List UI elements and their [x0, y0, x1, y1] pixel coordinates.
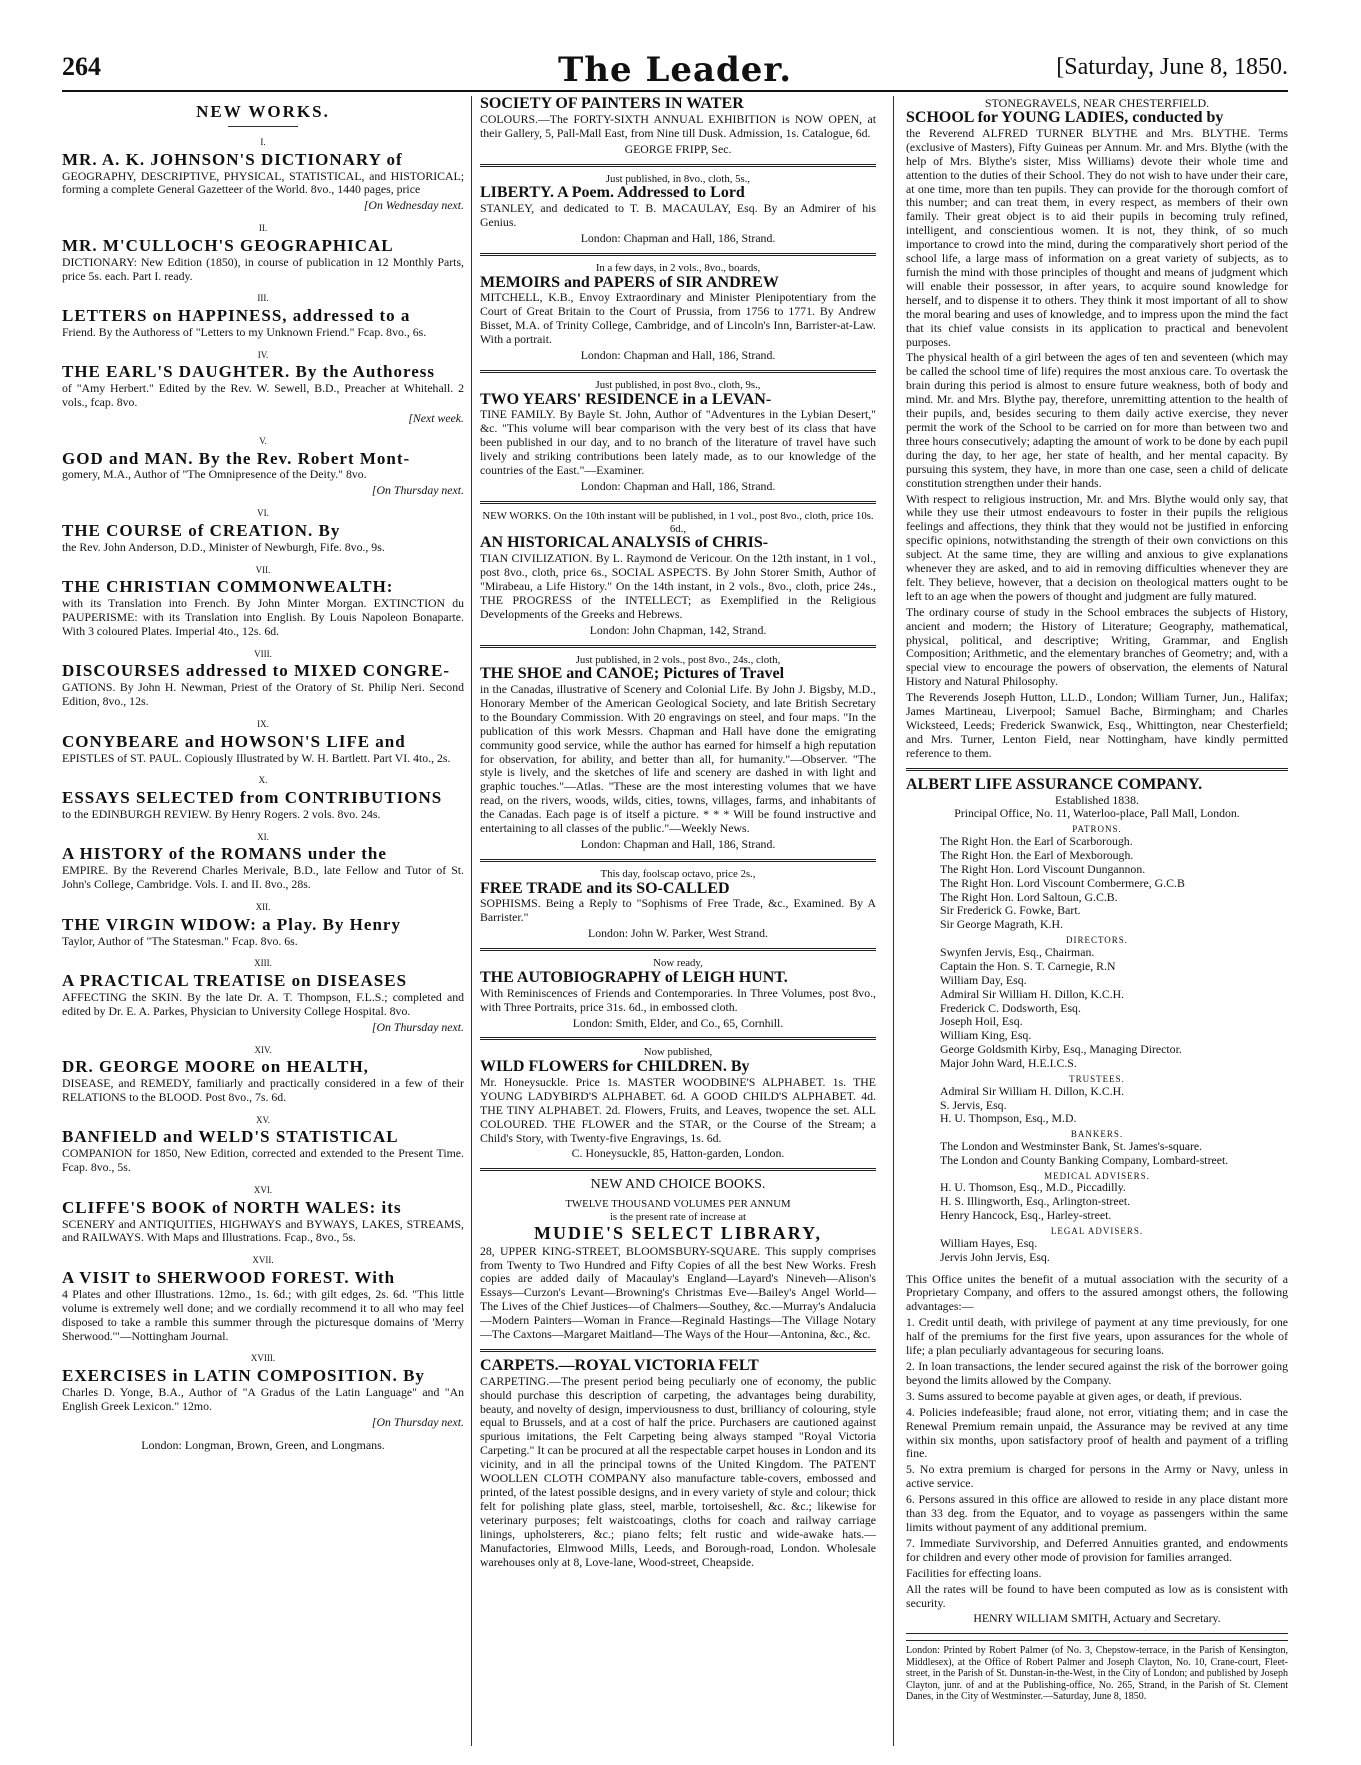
ad-publisher: London: Chapman and Hall, 186, Strand.: [580, 837, 776, 851]
column-advertisements: [480, 96, 876, 1666]
ad-preamble: In a few days, in 2 vols., 8vo., boards,: [595, 261, 761, 274]
entry-availability: [On Thursday next.: [371, 1019, 464, 1034]
ad-body: Mr. Honeysuckle. Price 1s. MASTER WOODBINE'S ALPHABET. 1s. THE YOUNG LADYBIRD'S ALPHABET. 6d. A GOOD CHILD'S ALPHABET. 4d. THE TINY ALPHABET. 2d. Flowers, Fruits, and Leaves, twopence the set. ALL COLOURED. THE FLOWER and the STAR, or the Course of the Stream; a Child's Story, with Twenty-five Engravings, 1s. 6d.: [480, 1074, 876, 1145]
book-entry: [62, 1255, 464, 1343]
entry-body: the Rev. John Anderson, D.D., Minister of Newburgh, Fife. 8vo., 9s.: [62, 539, 385, 554]
book-entry: [62, 1115, 464, 1175]
ad-separator: [480, 253, 876, 256]
issue-date: [Saturday, June 8, 1850.: [1056, 54, 1288, 80]
directors-entry: Admiral Sir William H. Dillon, K.C.H.: [940, 986, 1125, 1001]
ad-title: MEMOIRS and PAPERS of SIR ANDREW: [480, 273, 779, 291]
bankers-entry: The London and Westminster Bank, St. James's-square.: [940, 1139, 1203, 1153]
entry-body: COMPANION for 1850, New Edition, corrected and extended to the Present Time. Fcap. 8vo., 5s.: [62, 1146, 464, 1175]
ad-list: [480, 96, 876, 1161]
trustees-entry: S. Jervis, Esq.: [940, 1097, 1007, 1112]
albert-signature: HENRY WILLIAM SMITH, Actuary and Secretary.: [973, 1611, 1221, 1626]
ad-preamble: Now ready,: [653, 957, 703, 970]
entry-body: gomery, M.A., Author of "The Omnipresence of the Deity." 8vo.: [62, 467, 367, 482]
entry-title: GOD and MAN. By the Rev. Robert Mont-: [62, 448, 411, 468]
ad-publisher: London: John Chapman, 142, Strand.: [589, 622, 767, 637]
ad-preamble: Now published,: [643, 1046, 713, 1059]
albert-office: Principal Office, No. 11, Waterloo-place, Pall Mall, London.: [954, 806, 1240, 821]
book-entry: [62, 436, 464, 498]
trustees-entry: H. U. Thompson, Esq., M.D.: [940, 1111, 1077, 1126]
advertisement: [480, 957, 876, 1030]
ad-body: SOPHISMS. Being a Reply to "Sophisms of Free Trade, &c., Examined. By A Barrister.": [480, 896, 876, 925]
entry-body: Taylor, Author of "The Statesman." Fcap. 8vo. 6s.: [62, 933, 298, 948]
entry-title: ESSAYS SELECTED from CONTRIBUTIONS: [62, 788, 443, 808]
ad-preamble: Just published, in post 8vo., cloth, 9s.,: [595, 378, 761, 391]
ad-title: LIBERTY. A Poem. Addressed to Lord: [480, 184, 745, 202]
ad-separator: [480, 859, 876, 862]
entry-number: XV.: [255, 1114, 271, 1125]
entry-number: XVII.: [252, 1255, 274, 1266]
advantage-item: 5. No extra premium is charged for persons in the Army or Navy, unless in active service.: [906, 1462, 1288, 1491]
school-references: The Reverends Joseph Hutton, LL.D., London; William Turner, Jun., Halifax; James Martineau, Liverpool; Samuel Bache, Birmingham; and Charles Wicksteed, Leeds; Frederick Swanwick, Esq., Whittington, near Chesterfield; and Mrs. Turner, Lenton Field, near Nottingham, have kindly permitted reference to them.: [906, 690, 1288, 760]
ad-separator: [906, 768, 1288, 771]
directors-list: [906, 946, 1288, 1071]
newspaper-title: The Leader.: [557, 50, 793, 90]
ad-preamble: Just published, in 8vo., cloth, 5s.,: [605, 172, 751, 185]
book-entry: [62, 902, 464, 948]
bankers-heading: BANKERS.: [1070, 1129, 1124, 1140]
carpets-title: CARPETS.—ROYAL VICTORIA FELT: [480, 1356, 759, 1374]
medical-entry: H. U. Thomson, Esq., M.D., Piccadilly.: [940, 1180, 1126, 1195]
ad-body: in the Canadas, illustrative of Scenery and Colonial Life. By John J. Bigsby, M.D., Honorary Member of the American Geological Society, and late British Secretary to the Boundary Commission. With 20 engravings on steel, and four maps. "In the publication of this work Messrs. Chapman and Hall have done the emigrating community good service, while the author has earned for himself a high reputation for observation, for ability, and better than all, for humanity."—Observer. "The style is lively, and the sketches of life and scenery are dashed in with light and graphic touches."—Atlas. "These are the most interesting volumes that we have read, on the rivers, woods, wilds, cities, towns, villages, farms, and inhabitants of the Canadas. Each page is of itself a picture. * * * Will be found instructive and entertaining to all classes of the public."—Weekly News.: [480, 682, 876, 836]
entry-body: SCENERY and ANTIQUITIES, HIGHWAYS and BYWAYS, LAKES, STREAMS, and RAILWAYS. With Maps and Illustrations. Fcap., 8vo., 5s.: [62, 1216, 464, 1245]
book-entry: [62, 350, 464, 426]
patrons-entry: Sir George Magrath, K.H.: [940, 917, 1063, 932]
entry-number: III.: [257, 293, 269, 304]
legal-heading: LEGAL ADVISERS.: [1050, 1226, 1144, 1237]
book-entry: [62, 565, 464, 639]
advantage-item: 2. In loan transactions, the lender secured against the risk of the borrower going beyond the limits allowed by the Company.: [906, 1359, 1288, 1387]
ad-separator: [480, 370, 876, 373]
ad-preamble: NEW WORKS. On the 10th instant will be published, in 1 vol., post 8vo., cloth, price 10s. 6d.,: [482, 509, 874, 535]
book-entry: [62, 775, 464, 821]
entry-number: X.: [258, 775, 268, 786]
entry-title: A HISTORY of the ROMANS under the: [62, 844, 387, 864]
ad-body: With Reminiscences of Friends and Contemporaries. In Three Volumes, post 8vo., with Three Portraits, price 31s. 6d., in embossed cloth.: [480, 985, 876, 1014]
ad-body: TIAN CIVILIZATION. By L. Raymond de Vericour. On the 12th instant, in 1 vol., post 8vo., cloth, price 6s., SOCIAL ASPECTS. By John Storer Smith, Author of "Mirabeau, a Life History." On the 14th instant, in 2 vols., 8vo., cloth, price 24s., THE PROGRESS of the INTELLECT; as Exemplified in the Religious Developments of the Greeks and Hebrews.: [480, 551, 876, 621]
entry-title: A VISIT to SHERWOOD FOREST. With: [62, 1268, 396, 1287]
entry-number: I.: [260, 137, 266, 148]
entry-body: of "Amy Herbert." Edited by the Rev. W. Sewell, B.D., Preacher at Whitehall. 2 vols., fcap. 8vo.: [62, 381, 464, 410]
entry-number: VI.: [257, 508, 269, 519]
entry-number: IV.: [257, 349, 269, 360]
trustees-heading: TRUSTEES.: [1069, 1074, 1125, 1085]
advertisement: [480, 262, 876, 363]
entry-number: IX.: [257, 719, 269, 730]
school-body-4: The ordinary course of study in the School embraces the subjects of History, ancient and modern; the History of Literature; Geography, mathematical, physical, political, and descriptive; Writing, Grammar, and English Composition; Arithmetic, and the elementary branches of Geometry; and, with a special view to encourage the powers of observation, the elements of Natural History and Natural Philosophy.: [906, 604, 1288, 689]
albert-advantages: [906, 1316, 1288, 1564]
ad-title: WILD FLOWERS for CHILDREN. By: [480, 1058, 750, 1076]
directors-entry: William Day, Esq.: [940, 972, 1027, 987]
entry-title: DISCOURSES addressed to MIXED CONGRE-: [62, 661, 451, 681]
entry-body: 4 Plates and other Illustrations. 12mo., 1s. 6d.; with gilt edges, 2s. 6d. "This little volume is extremely well done; and we cordially recommend it to all who may feel disposed to take a ramble this summer through the picturesque domains of 'Merry Sherwood.'"—Nottingham Journal.: [62, 1286, 464, 1343]
book-entry: [62, 223, 464, 283]
masthead: [62, 50, 1288, 88]
legal-list: [906, 1237, 1288, 1265]
entry-body: DISEASE, and REMEDY, familiarly and practically considered in a few of their RELATIONS to the BLOOD. Post 8vo., 7s. 6d.: [62, 1076, 464, 1104]
school-body-3: With respect to religious instruction, Mr. and Mrs. Blythe would only say, that while they use their utmost endeavours to foster in their pupils the religious feelings and affections, they think that they would not be justified in enforcing specific opinions, notwithstanding the strength of their own convictions on this subject. At the same time, they are willing and anxious to give explanations whenever they are asked, and to aid in removing difficulties whenever they are felt. They believe, however, that a decision on theological matters ought to be left to an age when the powers of thought and judgment are fully matured.: [906, 491, 1288, 603]
entry-number: VII.: [255, 564, 271, 575]
mudie-sub: TWELVE THOUSAND VOLUMES PER ANNUM: [565, 1197, 791, 1210]
book-entry: [62, 1045, 464, 1105]
advertisement: [480, 510, 876, 638]
school-location: STONEGRAVELS, NEAR CHESTERFIELD.: [984, 96, 1210, 110]
directors-entry: Joseph Hoil, Esq.: [940, 1014, 1023, 1029]
heading-rule: [228, 126, 298, 127]
directors-entry: Frederick C. Dodsworth, Esq.: [940, 1000, 1081, 1015]
patrons-entry: The Right Hon. Lord Saltoun, G.C.B.: [940, 889, 1118, 904]
patrons-heading: PATRONS.: [1072, 824, 1122, 835]
advertisement: [480, 173, 876, 246]
advantage-item: 7. Immediate Survivorship, and Deferred Annuities granted, and endowments for children and every other mode of provision for families arranged.: [906, 1535, 1288, 1564]
book-entry: [62, 508, 464, 554]
entry-number: XVIII.: [250, 1353, 276, 1364]
carpets-body: CARPETING.—The present period being peculiarly one of economy, the public should purchase this description of carpeting, the advantages being durability, beauty, and novelty of design, imperviousness to dust, brilliancy of colouring, style equal to Brussels, and at a cost of half the price. Purchasers are cautioned against spurious imitations, the Felt Carpeting being always stamped "Royal Victoria Carpeting." It can be procured at all the respectable carpet houses in London and its vicinity, and in all the principal towns of the United Kingdom. The PATENT WOOLLEN CLOTH COMPANY also manufacture table-covers, embossed and printed, of the latest possible designs, and in every variety of style and colour; thick felt for polishing plate glass, steel, marble, tortoiseshell, &c. &c.; likewise for veterinary purposes; felt waistcoatings, cloths for coach and railway carriage linings, upholsterers, &c.; piano felts; felt rustic and wide-awake hats.—Manufactories, Elmwood Mills, Leeds, and Borough-road, London. Wholesale warehouses only at 8, Love-lane, Wood-street, Cheapside.: [480, 1373, 876, 1569]
entry-body: Friend. By the Authoress of "Letters to my Unknown Friend." Fcap. 8vo., 6s.: [62, 324, 427, 339]
entry-title: LETTERS on HAPPINESS, addressed to a: [62, 306, 411, 326]
book-entry: [62, 1185, 464, 1245]
entry-availability: [Next week.: [408, 411, 464, 426]
entry-number: V.: [259, 436, 267, 447]
school-title: SCHOOL for YOUNG LADIES, conducted by: [906, 109, 1224, 127]
entry-title: MR. M'CULLOCH'S GEOGRAPHICAL: [62, 235, 394, 255]
entry-title: THE CHRISTIAN COMMONWEALTH:: [62, 577, 394, 597]
ad-separator: [480, 948, 876, 951]
advertisement: [480, 868, 876, 941]
patrons-entry: The Right Hon. the Earl of Scarborough.: [940, 833, 1133, 848]
ad-preamble: Just published, in 2 vols., post 8vo., 24s., cloth,: [575, 653, 781, 666]
entry-body: GEOGRAPHY, DESCRIPTIVE, PHYSICAL, STATISTICAL, and HISTORICAL; forming a complete General Gazetteer of the World. 8vo., 1440 pages, price: [62, 168, 464, 197]
ad-title: AN HISTORICAL ANALYSIS of CHRIS-: [480, 534, 769, 552]
patrons-list: [906, 835, 1288, 932]
directors-heading: DIRECTORS.: [1065, 935, 1129, 946]
patrons-entry: The Right Hon. Lord Viscount Combermere, G.C.B: [940, 875, 1185, 890]
entry-availability: [On Thursday next.: [371, 483, 464, 498]
page-number: 264: [62, 52, 101, 81]
ad-title: SOCIETY OF PAINTERS IN WATER: [480, 96, 744, 112]
entry-number: XVI.: [253, 1185, 273, 1196]
patrons-entry: The Right Hon. Lord Viscount Dungannon.: [940, 861, 1146, 876]
entry-body: EPISTLES of ST. PAUL. Copiously Illustrated by W. H. Bartlett. Part VI. 4to., 2s.: [62, 750, 451, 765]
ad-separator: [480, 1037, 876, 1040]
medical-entry: Henry Hancock, Esq., Harley-street.: [940, 1208, 1112, 1223]
entry-number: VIII.: [254, 648, 272, 659]
patrons-entry: The Right Hon. the Earl of Mexborough.: [940, 847, 1134, 862]
column-new-works: [62, 96, 464, 1746]
directors-entry: Captain the Hon. S. T. Carnegie, R.N: [940, 958, 1116, 973]
entry-number: XIV.: [254, 1044, 272, 1055]
entry-body: DICTIONARY: New Edition (1850), in course of publication in 12 Monthly Parts, price 5s. each. Part I. ready.: [62, 254, 464, 283]
mudie-title: MUDIE'S SELECT LIBRARY,: [534, 1223, 822, 1244]
directors-entry: William King, Esq.: [940, 1028, 1032, 1043]
entry-number: XI.: [257, 831, 269, 842]
ad-body: TINE FAMILY. By Bayle St. John, Author of "Adventures in the Lybian Desert," &c. "This volume will bear comparison with the very best of its class that have been published in our day, and to no branch of the literature of travel have such lively and striking contributions been lately made, as to our knowledge of the countries of the East."—Examiner.: [480, 407, 876, 477]
legal-entry: William Hayes, Esq.: [940, 1235, 1038, 1250]
entry-number: XII.: [255, 902, 271, 913]
ad-separator: [480, 1168, 876, 1171]
bankers-list: [906, 1140, 1288, 1168]
entry-number: II.: [258, 223, 268, 234]
ad-publisher: London: Smith, Elder, and Co., 65, Cornhill.: [572, 1015, 784, 1030]
printer-imprint: London: Printed by Robert Palmer (of No. 3, Chepstow-terrace, in the Parish of Kensington, Middlesex), at the Office of Robert Palmer and Joseph Clayton, No. 10, Crane-court, Fleet-street, in the Parish of St. Dunstan-in-the-West, in the City of London; and published by Joseph Clayton, junr. of and at the Publishing-office, No. 265, Strand, in the Parish of St. Clement Danes, in the City of Westminster.—Saturday, June 8, 1850.: [906, 1640, 1288, 1703]
trustees-list: [906, 1085, 1288, 1127]
ad-publisher: London: Chapman and Hall, 186, Strand.: [580, 230, 776, 245]
bankers-entry: The London and County Banking Company, Lombard-street.: [940, 1152, 1229, 1167]
entry-body: with its Translation into French. By John Minter Morgan. EXTINCTION du PAUPERISME: with its Translation into English. By Louis Napoleon Bonaparte. With 3 coloured Plates. Imperial 4to., 12s. 6d.: [62, 596, 464, 638]
entry-body: GATIONS. By John H. Newman, Priest of the Oratory of St. Philip Neri. Second Edition, 8vo., 12s.: [62, 680, 464, 709]
imprint-rule: [906, 1633, 1288, 1634]
book-entry: [62, 958, 464, 1034]
ad-title: THE AUTOBIOGRAPHY of LEIGH HUNT.: [480, 968, 788, 986]
entry-body: to the EDINBURGH REVIEW. By Henry Rogers. 2 vols. 8vo. 24s.: [62, 806, 381, 821]
advantage-item: 1. Credit until death, with privilege of payment at any time previously, for one half of the premiums for the first five years, upon assurances for the whole of life; a plan peculiarly advantageous for securing loans.: [906, 1315, 1288, 1358]
book-list: [62, 137, 464, 1430]
directors-entry: Swynfen Jervis, Esq., Chairman.: [940, 944, 1095, 959]
column-school-assurance: [906, 96, 1288, 1746]
school-body-2: The physical health of a girl between the ages of ten and seventeen (which may be called the school time of life) requires the most anxious care. To overtask the brain during this period is almost to ensure future weakness, both of body and mind. Mr. and Mrs. Blythe pay, therefore, unremitting attention to the health of their pupils, and, besides securing to them daily active exercise, they never permit the work of the School to be carried on for more than between two and three hours consecutively; adapting the amount of work to be done by each pupil during the day, to her age, her state of health, and her mental capacity. By pursuing this system, they have, in more than one case, seen a child of delicate constitution strengthen under their hands.: [906, 350, 1288, 490]
ad-separator: [480, 164, 876, 167]
book-entry: [62, 832, 464, 892]
ad-separator: [480, 645, 876, 648]
ad-publisher: C. Honeysuckle, 85, Hatton-garden, London.: [571, 1146, 785, 1161]
ad-preamble: This day, foolscap octavo, price 2s.,: [600, 867, 756, 880]
entry-title: EXERCISES in LATIN COMPOSITION. By: [62, 1366, 425, 1386]
entry-body: EMPIRE. By the Reverend Charles Merivale, B.D., late Fellow and Tutor of St. John's College, Cambridge. Vols. I. and II. 8vo., 28s.: [62, 863, 464, 892]
legal-entry: Jervis John Jervis, Esq.: [940, 1249, 1050, 1264]
directors-entry: George Goldsmith Kirby, Esq., Managing Director.: [940, 1042, 1182, 1057]
column-divider: [471, 96, 472, 1746]
medical-entry: H. S. Illingworth, Esq., Arlington-street.: [940, 1194, 1131, 1209]
school-body: the Reverend ALFRED TURNER BLYTHE and Mrs. BLYTHE. Terms (exclusive of Masters), Fifty Guineas per Annum. Mr. and Mrs. Blythe (with the help of Mrs. Blythe's sister, Miss Williams) devote their whole time and attention to the duties of their School. They do not wish to have under their care, at one time, more than ten pupils. They can provide for the thorough comfort of this number; and can treat them, in every respect, as members of their own family. Their great object is to aid their pupils in becoming truly refined, intelligent, and conscientious women. It is not, they think, of so much importance to crowd into the mind, during the comparatively short period of the school life, a large mass of information on a great variety of subjects, as to furnish the mind with those principles of thought and means of judgment which will enable their possessor, in after years, to acquire sound knowledge for herself, and to dispense it to others. They think it most important of all to show the moral bearing and uses of knowledge, and to impress upon the mind the fact that its chief value consists in its application to practical and benevolent purposes.: [906, 125, 1288, 349]
entry-title: THE COURSE of CREATION. By: [62, 520, 341, 540]
entry-availability: [On Thursday next.: [371, 1414, 464, 1429]
albert-assurance-ad: [906, 777, 1288, 1627]
entry-availability: [On Wednesday next.: [363, 198, 464, 213]
book-entry: [62, 137, 464, 213]
publisher-footer: London: Longman, Brown, Green, and Longmans.: [141, 1437, 385, 1452]
entry-body: Charles D. Yonge, B.A., Author of "A Gradus of the Latin Language" and "An English Greek Lexicon." 12mo.: [62, 1384, 464, 1413]
ad-body: STANLEY, and dedicated to T. B. MACAULAY, Esq. By an Admirer of his Genius.: [480, 201, 876, 229]
ad-publisher: London: John W. Parker, West Strand.: [588, 926, 768, 941]
ad-separator: [480, 1349, 876, 1352]
advantage-item: 4. Policies indefeasible; fraud alone, not error, vitiating them; and in case the Renewal Premium remain unpaid, the Assurance may be revived at any time within six months, upon satisfactory proof of health and payment of a trifling fine.: [906, 1404, 1288, 1461]
advertisement: [480, 654, 876, 852]
mudie-ad: [480, 1177, 876, 1342]
advertisement: [480, 379, 876, 494]
medical-heading: MEDICAL ADVISERS.: [1044, 1170, 1150, 1181]
albert-title: ALBERT LIFE ASSURANCE COMPANY.: [906, 775, 1203, 793]
ad-body: MITCHELL, K.B., Envoy Extraordinary and Minister Plenipotentiary from the Court of Great Britain to the Court of Prussia, from 1756 to 1771. By Andrew Bisset, M.A. of Trinity College, Cambridge, and of Lincoln's Inn, Barrister-at-Law. With a portrait.: [480, 290, 876, 347]
book-entry: [62, 1353, 464, 1429]
entry-title: BANFIELD and WELD'S STATISTICAL: [62, 1127, 399, 1147]
carpets-ad: [480, 1358, 876, 1569]
advertisement: [480, 1046, 876, 1161]
book-entry: [62, 719, 464, 765]
ad-title: TWO YEARS' RESIDENCE in a LEVAN-: [480, 390, 772, 408]
advantage-item: 3. Sums assured to become payable at given ages, or death, if previous.: [906, 1388, 1243, 1403]
albert-established: Established 1838.: [1055, 792, 1139, 807]
column-divider: [893, 96, 894, 1746]
entry-title: THE VIRGIN WIDOW: a Play. By Henry: [62, 914, 401, 934]
patrons-entry: Sir Frederick G. Fowke, Bart.: [940, 903, 1081, 918]
trustees-entry: Admiral Sir William H. Dillon, K.C.H.: [940, 1083, 1125, 1098]
entry-title: DR. GEORGE MOORE on HEALTH,: [62, 1057, 369, 1077]
ad-publisher: London: Chapman and Hall, 186, Strand.: [580, 478, 776, 493]
advertisement: [480, 96, 876, 157]
section-heading: NEW WORKS.: [196, 102, 330, 121]
entry-title: THE EARL'S DAUGHTER. By the Authoress: [62, 362, 435, 382]
ad-title: FREE TRADE and its SO-CALLED: [480, 879, 730, 897]
ad-separator: [480, 501, 876, 504]
ad-title: THE SHOE and CANOE; Pictures of Travel: [480, 665, 785, 683]
advantage-item: 6. Persons assured in this office are allowed to reside in any place distant more than 33 deg. from the Equator, and to voyage as passengers within the same limits without payment of any additional premium.: [906, 1492, 1288, 1534]
entry-title: CONYBEARE and HOWSON'S LIFE and: [62, 731, 406, 751]
ad-body: COLOURS.—The FORTY-SIXTH ANNUAL EXHIBITION is NOW OPEN, at their Gallery, 5, Pall-Mall East, from Nine till Dusk. Admission, 1s. Catalogue, 6d.: [480, 111, 876, 140]
mudie-body: 28, UPPER KING-STREET, BLOOMSBURY-SQUARE. This supply comprises from Twenty to Two Hundred and Fifty Copies of all the best New Works. Fresh copies are added daily of Macaulay's England—Layard's Nineveh—Alison's Essays—Curzon's Levant—Browning's Christmas Eve—Bailey's Angel World—The Lives of the Chief Justices—of Chalmers—Southey, &c.—Murray's Andalucia—Modern Painters—Woman in France—Reginald Hastings—The Village Notary—The Caxtons—Margaret Maitland—The Ways of the Hour—Antonina, &c., &c.: [480, 1243, 876, 1342]
entry-body: AFFECTING the SKIN. By the late Dr. A. T. Thompson, F.L.S.; completed and edited by Dr. E. A. Parkes, Physician to University College Hospital. 8vo.: [62, 989, 464, 1018]
directors-entry: Major John Ward, H.E.I.C.S.: [940, 1056, 1077, 1071]
ad-publisher: London: Chapman and Hall, 186, Strand.: [580, 347, 776, 362]
book-entry: [62, 293, 464, 339]
entry-number: XIII.: [254, 958, 272, 969]
ad-publisher: GEORGE FRIPP, Sec.: [624, 141, 732, 156]
book-entry: [62, 649, 464, 709]
albert-intro: This Office unites the benefit of a mutual association with the security of a Proprietary Company, and offers to the assured amongst others, the following advantages:—: [906, 1271, 1288, 1314]
albert-facilities: Facilities for effecting loans.: [906, 1565, 1042, 1580]
medical-list: [906, 1181, 1288, 1223]
masthead-rule: [62, 90, 1288, 92]
mudie-head: NEW AND CHOICE BOOKS.: [590, 1177, 766, 1193]
mudie-sub2: is the present rate of increase at: [609, 1210, 747, 1223]
entry-title: CLIFFE'S BOOK of NORTH WALES: its: [62, 1197, 402, 1217]
albert-rates: All the rates will be found to have been computed as low as is consistent with security.: [906, 1581, 1288, 1610]
entry-title: MR. A. K. JOHNSON'S DICTIONARY of: [62, 149, 403, 169]
entry-title: A PRACTICAL TREATISE on DISEASES: [62, 971, 408, 991]
